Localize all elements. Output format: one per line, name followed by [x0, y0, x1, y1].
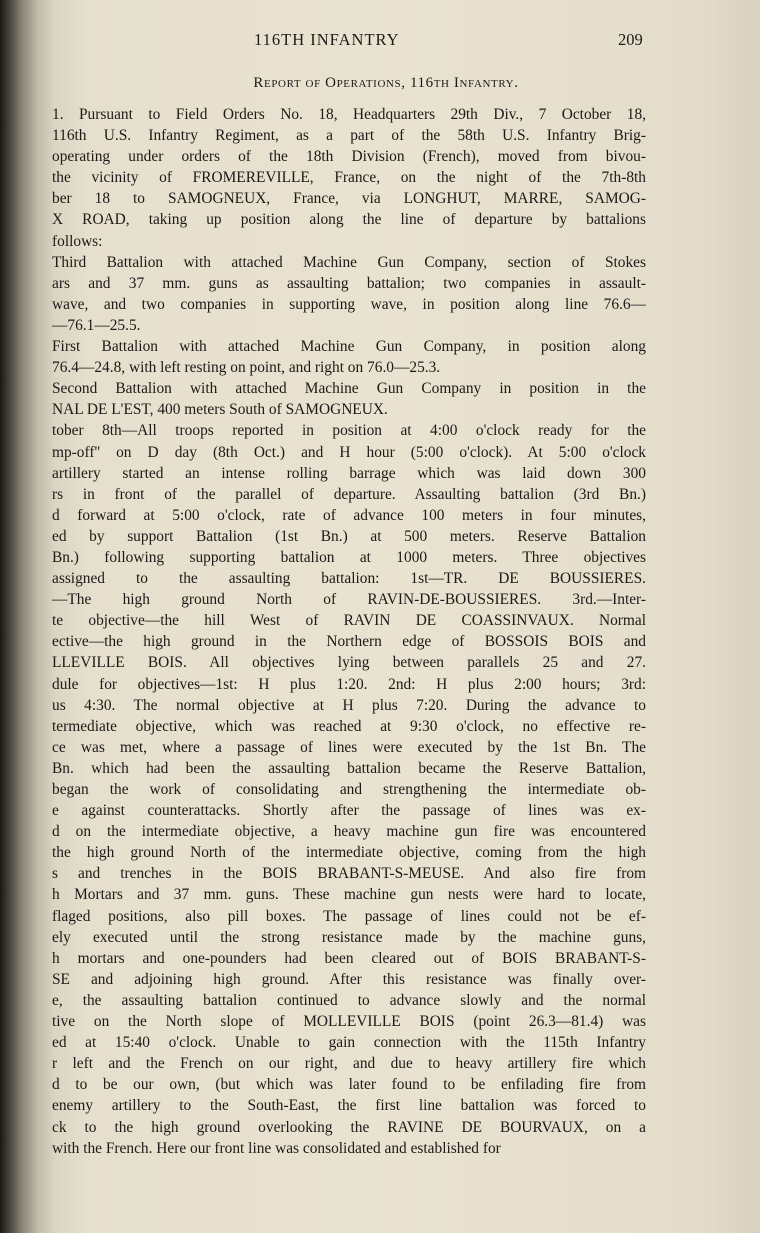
text-line: tive on the North slope of MOLLEVILLE BOIS (point 26.3—81.4) was: [52, 1013, 646, 1031]
text-line: First Battalion with attached Machine Gun Company, in position along: [52, 338, 646, 356]
report-title: Report of Operations, 116th Infantry.: [253, 75, 519, 91]
text-line: Bn. which had been the assaulting battalion became the Reserve Battalion,: [52, 759, 646, 777]
text-line: wave, and two companies in supporting wave, in position along line 76.6—: [52, 295, 646, 313]
text-line: d forward at 5:00 o'clock, rate of advance 100 meters in four minutes,: [52, 506, 646, 524]
text-line: us 4:30. The normal objective at H plus 7:20. During the advance to: [52, 696, 646, 714]
text-line: ed at 15:40 o'clock. Unable to gain connection with the 115th Infantry: [52, 1034, 646, 1052]
report-body: [52, 104, 646, 1159]
text-line: with the French. Here our front line was consolidated and established for: [52, 1139, 501, 1157]
text-line: mp-off'' on D day (8th Oct.) and H hour (5:00 o'clock). At 5:00 o'clock: [52, 443, 646, 461]
text-line: ck to the high ground overlooking the RAVINE DE BOURVAUX, on a: [52, 1118, 646, 1136]
running-title: 116TH INFANTRY: [254, 30, 400, 49]
text-line: assigned to the assaulting battalion: 1st—TR. DE BOUSSIERES.: [52, 570, 646, 588]
text-line: operating under orders of the 18th Division (French), moved from bivou-: [52, 148, 646, 166]
text-line: 116th U.S. Infantry Regiment, as a part of the 58th U.S. Infantry Brig-: [52, 127, 646, 145]
text-line: Bn.) following supporting battalion at 1000 meters. Three objectives: [52, 548, 646, 566]
page-header: [0, 30, 760, 54]
text-line: r left and the French on our right, and due to heavy artillery fire which: [52, 1055, 646, 1073]
text-line: tober 8th—All troops reported in position at 4:00 o'clock ready for the: [52, 422, 646, 440]
text-line: LLEVILLE BOIS. All objectives lying between parallels 25 and 27.: [52, 654, 646, 672]
text-line: NAL DE L'EST, 400 meters South of SAMOGNEUX.: [52, 401, 388, 419]
text-line: the vicinity of FROMEREVILLE, France, on the night of the 7th-8th: [52, 169, 646, 187]
text-line: Third Battalion with attached Machine Gun Company, section of Stokes: [52, 253, 646, 271]
text-line: s and trenches in the BOIS BRABANT-S-MEUSE. And also fire from: [52, 865, 646, 883]
text-line: enemy artillery to the South-East, the first line battalion was forced to: [52, 1097, 646, 1115]
text-line: X ROAD, taking up position along the line of departure by battalions: [52, 211, 646, 229]
text-line: began the work of consolidating and strengthening the intermediate ob-: [52, 781, 646, 798]
text-line: d to be our own, (but which was later found to be enfilading fire from: [52, 1076, 646, 1094]
text-line: ective—the high ground in the Northern edge of BOSSOIS BOIS and: [52, 633, 646, 651]
text-line: ars and 37 mm. guns as assaulting battalion; two companies in assault-: [52, 274, 646, 292]
text-line: termediate objective, which was reached at 9:30 o'clock, no effective re-: [52, 717, 646, 735]
text-line: h Mortars and 37 mm. guns. These machine gun nests were hard to locate,: [52, 886, 646, 904]
text-line: ed by support Battalion (1st Bn.) at 500 meters. Reserve Battalion: [52, 527, 646, 545]
text-line: e, the assaulting battalion continued to advance slowly and the normal: [52, 991, 646, 1009]
page-number: 209: [618, 30, 643, 49]
text-line: —76.1—25.5.: [52, 316, 141, 334]
text-line: the high ground North of the intermediate objective, coming from the high: [52, 844, 646, 862]
text-line: SE and adjoining high ground. After this resistance was finally over-: [52, 970, 646, 988]
text-line: ely executed until the strong resistance made by the machine guns,: [52, 928, 646, 946]
text-line: artillery started an intense rolling barrage which was laid down 300: [52, 464, 646, 482]
text-line: ber 18 to SAMOGNEUX, France, via LONGHUT, MARRE, SAMOG-: [52, 190, 646, 208]
text-line: 76.4—24.8, with left resting on point, and right on 76.0—25.3.: [52, 359, 441, 377]
text-line: ce was met, where a passage of lines were executed by the 1st Bn. The: [52, 738, 646, 756]
text-line: —The high ground North of RAVIN-DE-BOUSSIERES. 3rd.—Inter-: [52, 591, 646, 609]
text-line: te objective—the hill West of RAVIN DE COASSINVAUX. Normal: [52, 612, 646, 630]
text-line: 1. Pursuant to Field Orders No. 18, Headquarters 29th Div., 7 October 18,: [52, 106, 646, 123]
text-line: flaged positions, also pill boxes. The passage of lines could not be ef-: [52, 907, 646, 925]
text-line: h mortars and one-pounders had been cleared out of BOIS BRABANT-S-: [52, 949, 646, 967]
text-line: d on the intermediate objective, a heavy machine gun fire was encountered: [52, 823, 646, 841]
text-line: e against counterattacks. Shortly after the passage of lines was ex-: [52, 802, 646, 820]
text-line: follows:: [52, 232, 103, 250]
text-line: dule for objectives—1st: H plus 1:20. 2nd: H plus 2:00 hours; 3rd:: [52, 675, 646, 693]
text-line: rs in front of the parallel of departure. Assaulting battalion (3rd Bn.): [52, 485, 646, 503]
text-line: Second Battalion with attached Machine Gun Company in position in the: [52, 380, 646, 398]
